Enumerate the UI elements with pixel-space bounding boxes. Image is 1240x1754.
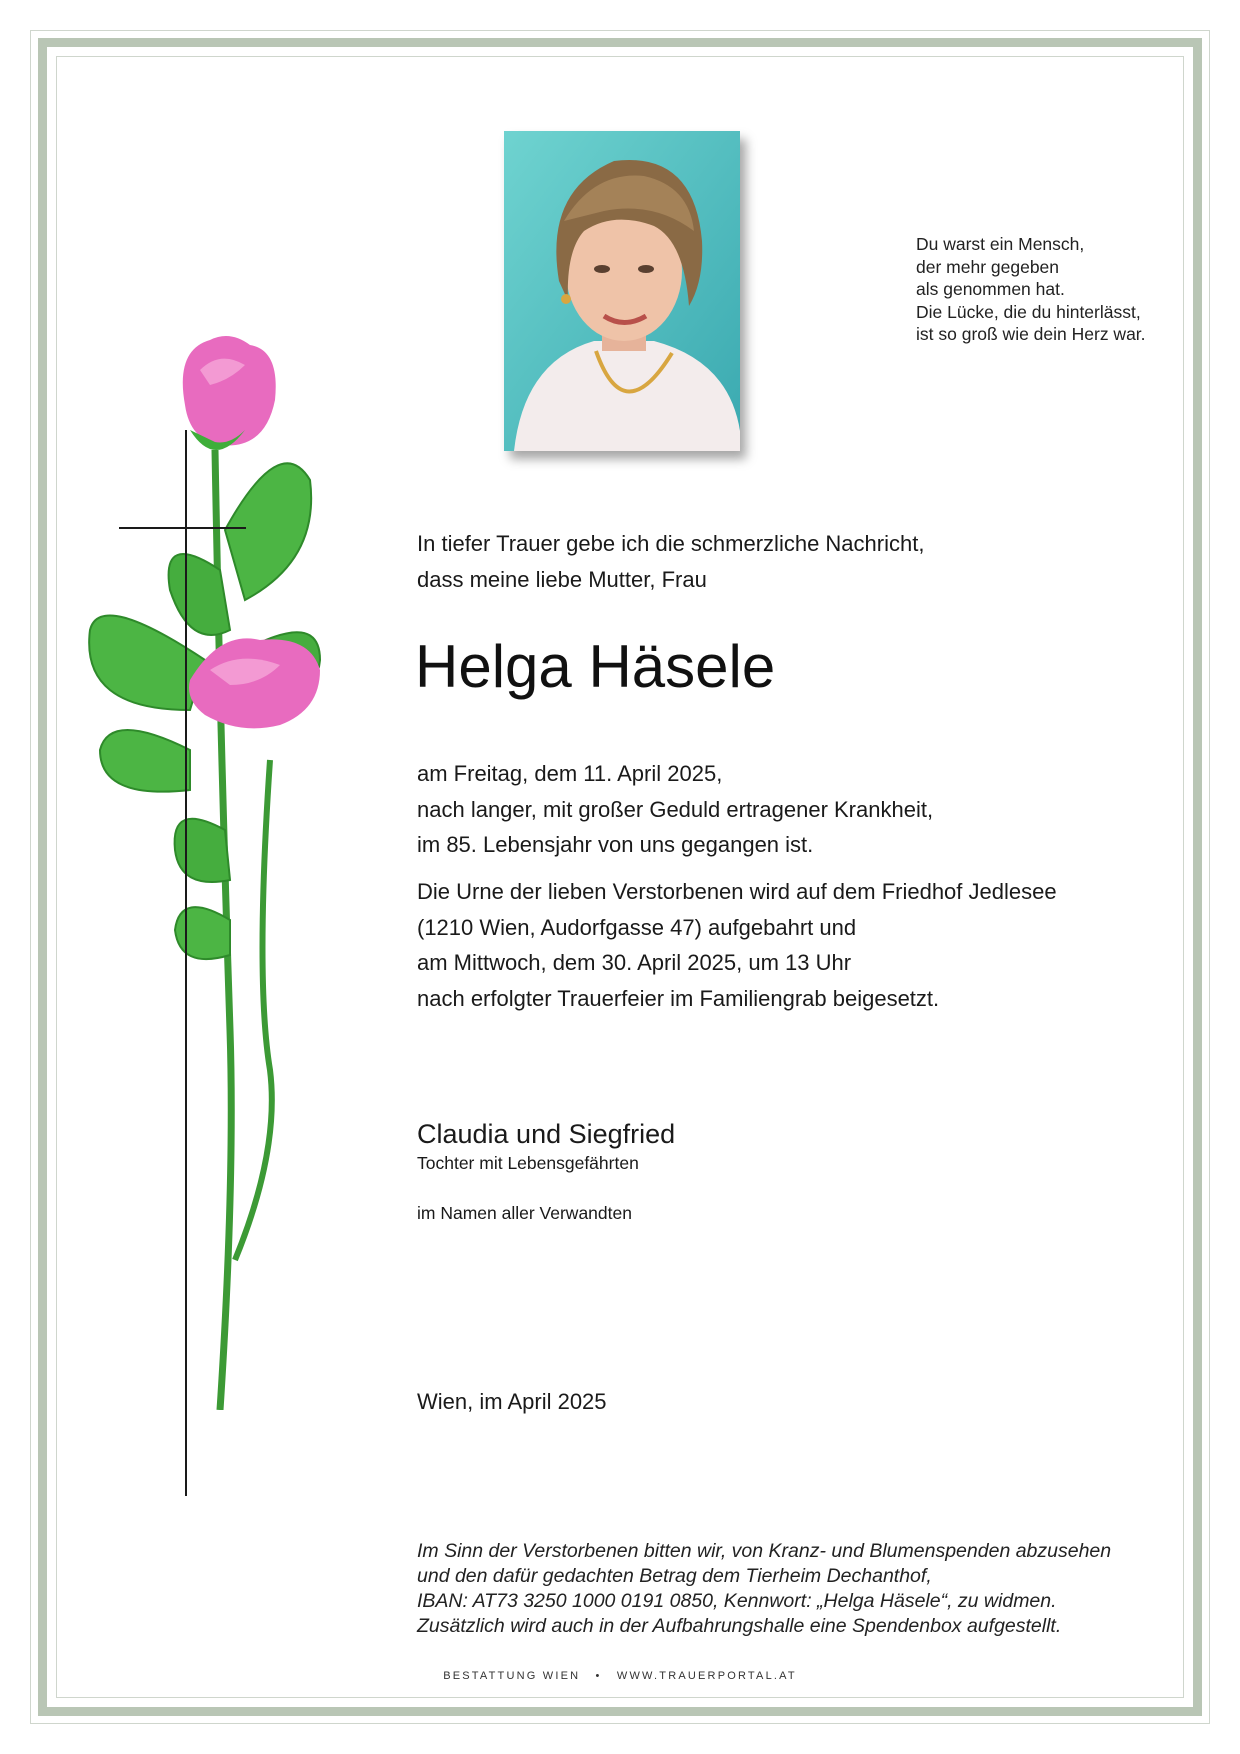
- poem: [916, 233, 1146, 346]
- rose-illustration: [80, 330, 360, 1410]
- death-text: [417, 756, 933, 863]
- relatives-note: im Namen aller Verwandten: [417, 1203, 632, 1223]
- cross-vertical-line: [185, 430, 187, 1496]
- footer: [0, 1670, 1240, 1682]
- mourner-name: Claudia und Siegfried: [417, 1119, 676, 1149]
- poem-line: ist so groß wie dein Herz war.: [916, 324, 1146, 344]
- intro-line: dass meine liebe Mutter, Frau: [417, 566, 707, 592]
- burial-line: am Mittwoch, dem 30. April 2025, um 13 Uhr: [417, 950, 852, 975]
- cross-horizontal-line: [119, 527, 246, 529]
- intro-text: [417, 526, 924, 597]
- burial-line: nach erfolgter Trauerfeier im Familiengrab beigesetzt.: [417, 985, 940, 1011]
- mourner-relation: Tochter mit Lebensgefährten: [417, 1153, 639, 1173]
- intro-line: In tiefer Trauer gebe ich die schmerzliche Nachricht,: [417, 531, 925, 556]
- footer-separator: •: [595, 1670, 602, 1682]
- death-line: nach langer, mit großer Geduld ertragener Krankheit,: [417, 796, 934, 822]
- burial-line: (1210 Wien, Audorfgasse 47) aufgebahrt und: [417, 914, 857, 940]
- poem-line: der mehr gegeben: [916, 256, 1060, 277]
- poem-line: Die Lücke, die du hinterlässt,: [916, 301, 1141, 322]
- death-line: am Freitag, dem 11. April 2025,: [417, 761, 723, 786]
- place-date: Wien, im April 2025: [417, 1389, 607, 1414]
- donation-line: IBAN: AT73 3250 1000 0191 0850, Kennwort: „Helga Häsele“, zu widmen.: [417, 1590, 1057, 1612]
- donation-line: Zusätzlich wird auch in der Aufbahrungshalle eine Spendenbox aufgestellt.: [417, 1615, 1062, 1637]
- donation-line: und den dafür gedachten Betrag dem Tierheim Dechanthof,: [417, 1565, 932, 1587]
- portrait-photo: [504, 131, 740, 451]
- footer-website[interactable]: WWW.TRAUERPORTAL.AT: [616, 1670, 797, 1682]
- burial-text: [417, 874, 1057, 1016]
- deceased-name: Helga Häsele: [415, 633, 776, 700]
- poem-line: Du warst ein Mensch,: [916, 234, 1085, 254]
- death-line: im 85. Lebensjahr von uns gegangen ist.: [417, 832, 814, 857]
- donation-line: Im Sinn der Verstorbenen bitten wir, von Kranz- und Blumenspenden abzusehen: [417, 1540, 1112, 1562]
- burial-line: Die Urne der lieben Verstorbenen wird auf dem Friedhof Jedlesee: [417, 879, 1057, 904]
- donation-note: [417, 1539, 1111, 1639]
- poem-line: als genommen hat.: [916, 279, 1065, 299]
- footer-company: BESTATTUNG WIEN: [443, 1670, 581, 1682]
